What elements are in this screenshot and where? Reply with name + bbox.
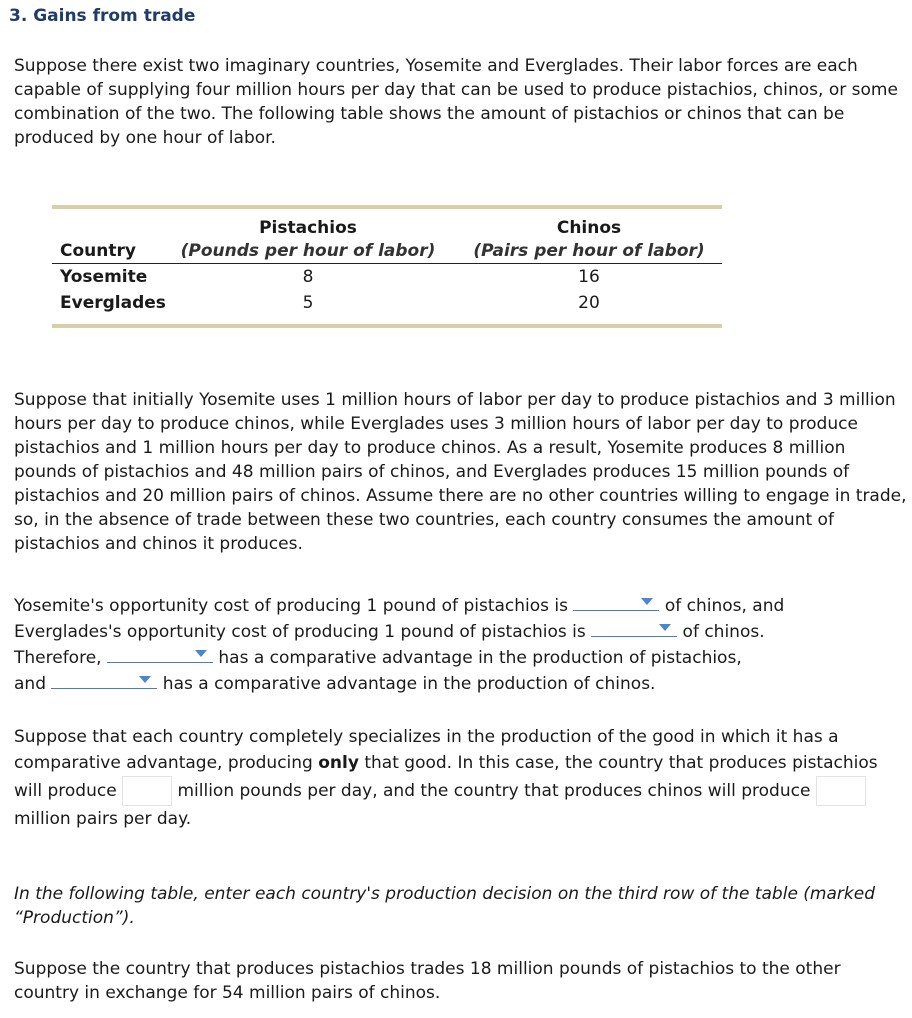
header-pistachios-unit: (Pounds per hour of labor): [180, 241, 436, 261]
everglades-opportunity-cost-dropdown[interactable]: [591, 618, 677, 637]
instruction-text: In the following table, enter each country's production decision on the third row of the table (marked “Production”).: [14, 884, 875, 928]
table-row: [52, 264, 722, 290]
chevron-down-icon: [641, 598, 653, 605]
table-header-row-2: [52, 239, 722, 264]
q2-text-e: million pairs per day.: [14, 809, 192, 829]
opportunity-cost-question: [14, 592, 910, 696]
header-chinos-unit: (Pairs per hour of labor): [473, 241, 705, 261]
chevron-down-icon: [659, 624, 671, 631]
q1-text-a: Yosemite's opportunity cost of producing 1 pound of pistachios is: [14, 596, 568, 616]
q1-text-d: of chinos.: [682, 622, 765, 642]
table-row: [52, 290, 722, 316]
row-pistachios: 8: [302, 267, 314, 287]
q2-text-d: produce: [741, 781, 811, 801]
row-chinos: 20: [578, 293, 600, 313]
productivity-table: [52, 205, 722, 328]
row-chinos: 16: [578, 267, 600, 287]
q2-text-c: million pounds per day, and the country that produces chinos will: [177, 781, 736, 801]
q1-text-b: of chinos, and: [664, 596, 785, 616]
q1-text-g: and: [14, 674, 46, 694]
q2-text-bold: only: [318, 753, 359, 773]
q1-text-f: has a comparative advantage in the production of pistachios,: [218, 648, 742, 668]
row-pistachios: 5: [302, 293, 314, 313]
trade-paragraph: Suppose the country that produces pistachios trades 18 million pounds of pistachios to the other country in exchange for 54 million pairs of chinos.: [14, 959, 841, 1003]
header-pistachios: Pistachios: [259, 218, 357, 238]
q2-text-a: Suppose that each country completely specializes in the production of the good in which it has a comparative advantage, producing: [14, 727, 839, 773]
q1-text-h: has a comparative advantage in the production of chinos.: [162, 674, 656, 694]
scenario-paragraph: Suppose that initially Yosemite uses 1 million hours of labor per day to produce pistachios and 3 million hours per day to produce chinos, while Everglades uses 3 million hours of labor per day to produce pistachios and 1 million hours per day to produce chinos. As a result, Yosemite produces 8 million pounds of pistachios and 48 million pairs of chinos, and Everglades produces 15 million pounds of pistachios and 20 million pairs of chinos. Assume there are no other countries willing to engage in trade, so, in the absence of trade between these two countries, each country consumes the amount of pistachios and chinos it produces.: [14, 390, 907, 554]
intro-paragraph: Suppose there exist two imaginary countries, Yosemite and Everglades. Their labor forces are each capable of supplying four million hours per day that can be used to produce pistachios, chinos, or some combination of the two. The following table shows the amount of pistachios or chinos that can be produced by one hour of labor.: [14, 56, 898, 148]
chevron-down-icon: [195, 650, 207, 657]
header-chinos: Chinos: [556, 218, 622, 238]
row-country: Everglades: [60, 293, 166, 313]
chinos-advantage-country-dropdown[interactable]: [51, 670, 157, 689]
row-country: Yosemite: [60, 267, 148, 287]
pistachio-production-input[interactable]: [122, 776, 172, 806]
table-header-row-1: [52, 217, 722, 239]
chevron-down-icon: [139, 676, 151, 683]
yosemite-opportunity-cost-dropdown[interactable]: [573, 592, 659, 611]
table-top-rule: [52, 205, 722, 209]
header-country: Country: [60, 241, 136, 261]
section-title: 3. Gains from trade: [9, 6, 196, 26]
q1-text-c: Everglades's opportunity cost of producing 1 pound of pistachios is: [14, 622, 586, 642]
chinos-production-input[interactable]: [816, 776, 866, 806]
pistachios-advantage-country-dropdown[interactable]: [107, 644, 213, 663]
specialization-question: [14, 724, 910, 832]
q2-text-b: that good. In this case, the country that produces pistachios will produce: [14, 753, 878, 801]
q1-text-e: Therefore,: [14, 648, 102, 668]
table-bottom-rule: [52, 324, 722, 328]
